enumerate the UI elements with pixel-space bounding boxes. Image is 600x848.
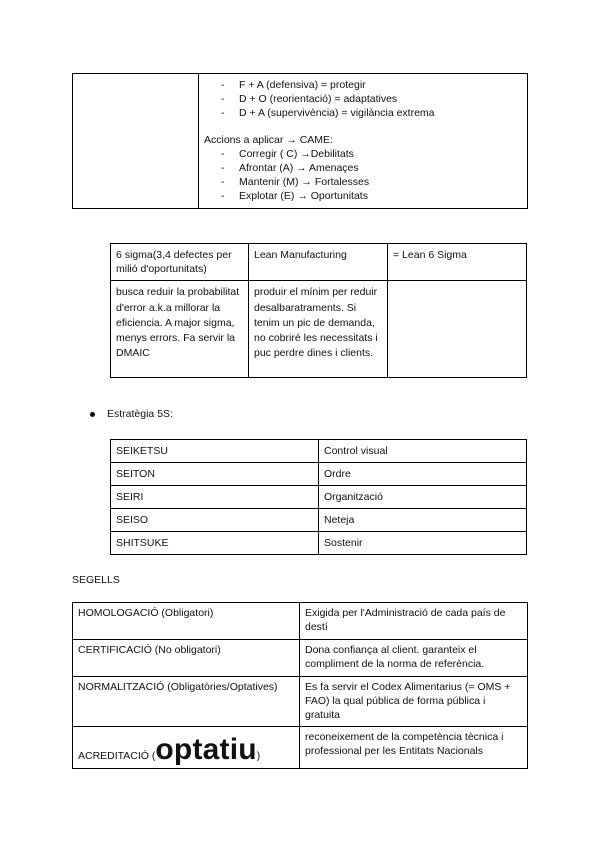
accions-heading: Accions a aplicar → CAME: [204,133,333,146]
list-item: - D + A (supervivència) = vigilància extrema [204,106,522,120]
strategy-list [204,78,522,121]
table-cell: Control visual [319,440,527,463]
table-cell [388,281,527,378]
list-item: - Corregir ( C) →Debilitats [204,147,522,161]
segells-table [72,602,528,769]
table-cell: CERTIFICACIÓ (No obligatori) [73,640,300,677]
table-row [73,677,528,727]
table-cell: NORMALITZACIÓ (Obligatòries/Optatives) [73,677,300,727]
table-cell: HOMOLOGACIÓ (Obligatori) [73,603,300,640]
table-cell: Es fa servir el Codex Alimentarius (= OMS + FAO) la qual pública de forma pública i gratuita [300,677,528,727]
acreditacio-label [78,730,294,764]
table-cell: SEISO [111,509,319,532]
came-table-right-cell [199,74,528,209]
table-cell: Organització [319,486,527,509]
table-cell: 6 sigma(3,4 defectes per milió d'oportunitats) [111,244,249,281]
table-cell: Lean Manufacturing [249,244,388,281]
table-row [111,486,527,509]
acreditacio-suffix: ) [256,749,261,762]
table-cell: Neteja [319,509,527,532]
table-cell: SHITSUKE [111,532,319,555]
table-cell: SEIRI [111,486,319,509]
table-cell: busca reduir la probabilitat d'error a.k.a millorar la eficiencia. A major sigma, menys errors. Fa servir la DMAIC [111,281,249,378]
table-cell: = Lean 6 Sigma [388,244,527,281]
five-s-table [110,439,527,555]
table-cell: produir el mínim per reduir desalbaratraments. Si tenim un pic de demanda, no cobriré les necessitats i puc perdre dines i clients. [249,281,388,378]
table-row [73,726,528,768]
table-cell: SEITON [111,463,319,486]
table-row [73,603,528,640]
table-cell: Ordre [319,463,527,486]
table-cell: Dona confiança al client. garanteix el compliment de la norma de referència. [300,640,528,677]
list-item: - F + A (defensiva) = protegir [204,78,522,92]
list-item: - Mantenir (M) → Fortalesses [204,175,522,189]
bullet-item [90,408,173,420]
list-item: - D + O (reorientació) = adaptatives [204,92,522,106]
table-cell: SEIKETSU [111,440,319,463]
table-row [111,281,527,378]
came-table-left-cell [73,74,199,209]
table-row [111,532,527,555]
segells-heading: SEGELLS [72,574,120,586]
table-cell: reconeixement de la competència tècnica i professional per les Entitats Nacionals [300,726,528,768]
table-row [111,463,527,486]
list-item: - Afrontar (A) → Amenaçes [204,161,522,175]
acreditacio-prefix: ACREDITACIÓ ( [78,749,156,762]
acreditacio-optatiu: optatiu [155,732,257,766]
table-cell-acreditacio [73,726,300,768]
bullet-icon [90,412,95,417]
table-row [73,640,528,677]
came-table [72,73,528,209]
bullet-text: Estratègia 5S: [107,408,173,420]
table-cell: Sostenir [319,532,527,555]
table-row [111,244,527,281]
table-row [111,440,527,463]
came-list [204,147,522,204]
lean-six-sigma-table [110,243,527,378]
table-row [111,509,527,532]
list-item: - Explotar (E) → Oportunitats [204,189,522,203]
table-cell: Exigida per l'Administració de cada país de destí [300,603,528,640]
